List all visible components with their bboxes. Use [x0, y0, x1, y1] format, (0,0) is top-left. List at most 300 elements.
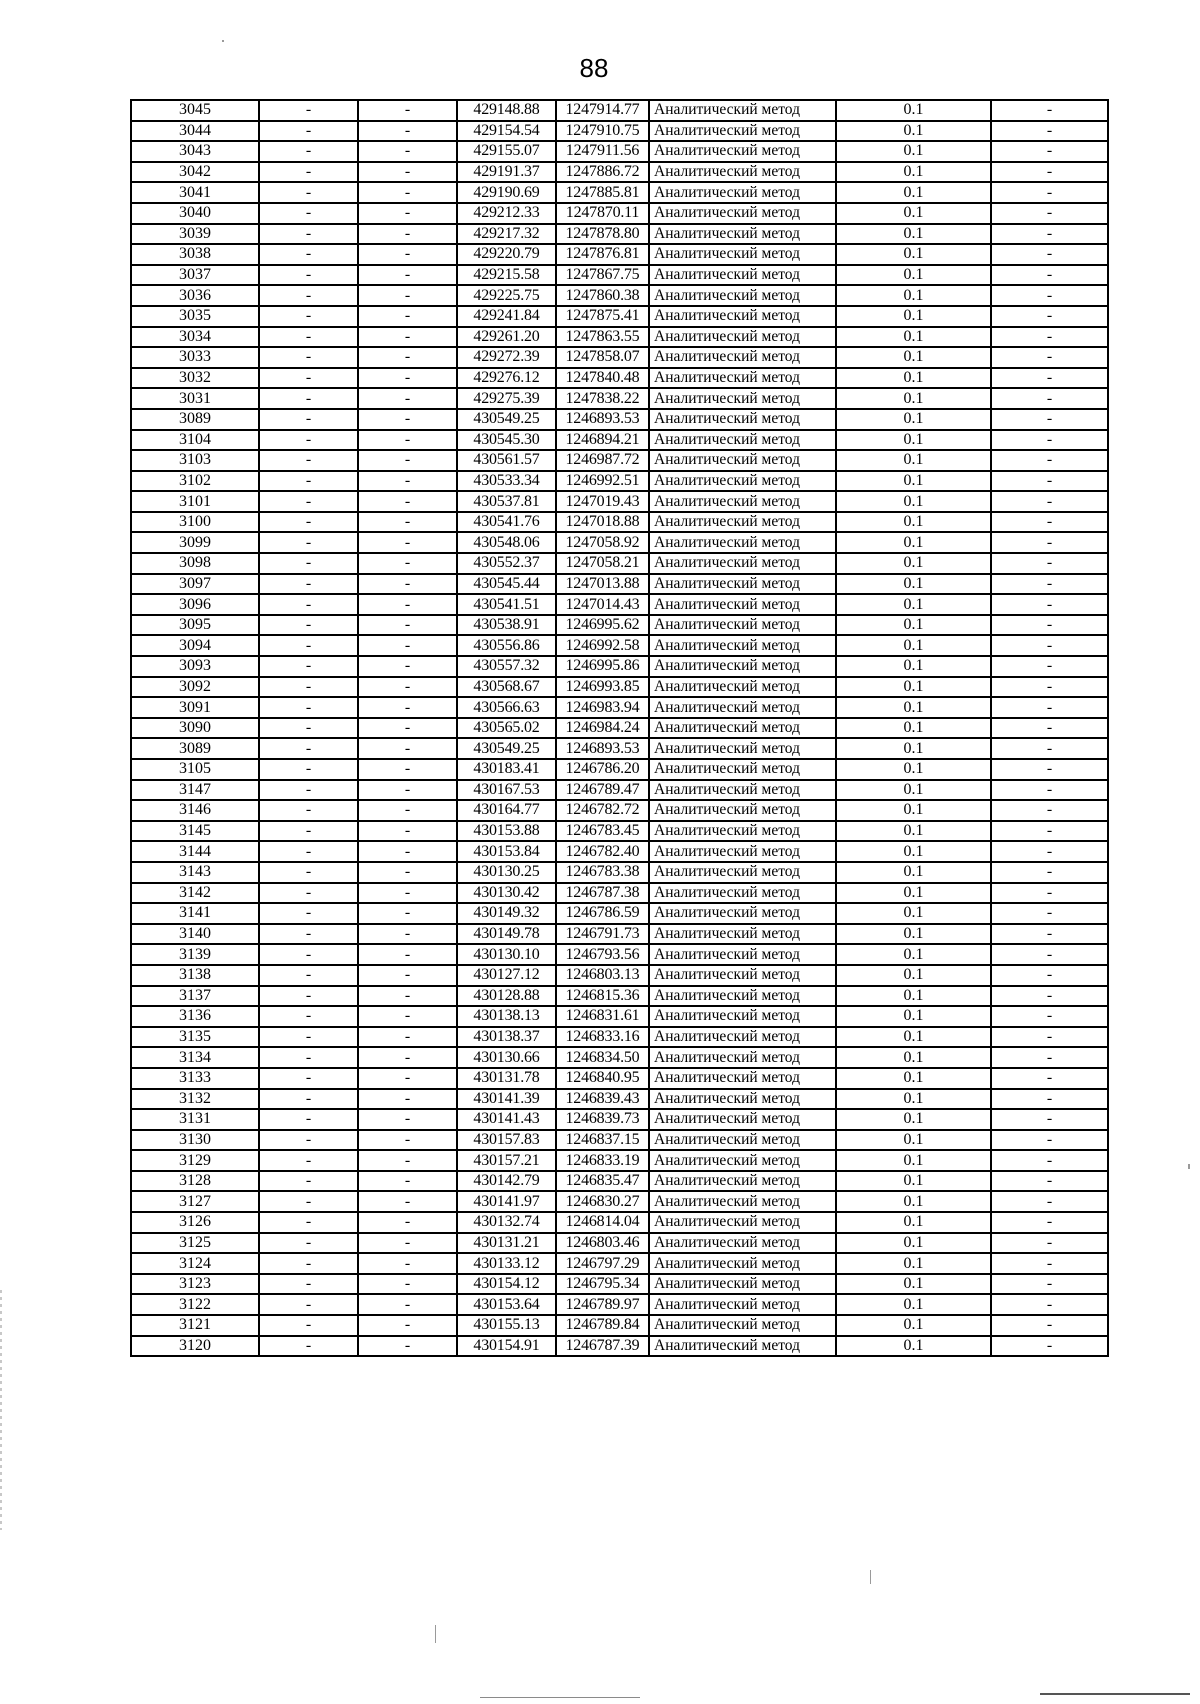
cell-method: Аналитический метод: [649, 924, 836, 945]
cell-empty-dash: -: [991, 430, 1108, 451]
cell-method: Аналитический метод: [649, 800, 836, 821]
table-row: [131, 635, 1108, 656]
cell-accuracy: 0.1: [836, 162, 991, 183]
cell-empty-dash: -: [358, 1027, 457, 1048]
cell-empty-dash: -: [358, 100, 457, 121]
cell-method: Аналитический метод: [649, 841, 836, 862]
cell-empty-dash: -: [259, 224, 358, 245]
cell-empty-dash: -: [991, 738, 1108, 759]
cell-empty-dash: -: [991, 1006, 1108, 1027]
table-row: [131, 265, 1108, 286]
cell-empty-dash: -: [991, 471, 1108, 492]
cell-accuracy: 0.1: [836, 1212, 991, 1233]
cell-accuracy: 0.1: [836, 1336, 991, 1357]
page-number: 88: [579, 53, 609, 83]
cell-empty-dash: -: [358, 388, 457, 409]
cell-x-coordinate: 430142.79: [457, 1171, 556, 1192]
cell-method: Аналитический метод: [649, 121, 836, 142]
cell-empty-dash: -: [991, 100, 1108, 121]
cell-accuracy: 0.1: [836, 862, 991, 883]
cell-empty-dash: -: [991, 1212, 1108, 1233]
cell-empty-dash: -: [358, 1191, 457, 1212]
cell-y-coordinate: 1246893.53: [556, 409, 649, 430]
cell-y-coordinate: 1247914.77: [556, 100, 649, 121]
cell-accuracy: 0.1: [836, 121, 991, 142]
cell-accuracy: 0.1: [836, 986, 991, 1007]
cell-empty-dash: -: [991, 718, 1108, 739]
cell-method: Аналитический метод: [649, 532, 836, 553]
table-row: [131, 244, 1108, 265]
cell-point-number: 3131: [131, 1109, 259, 1130]
cell-accuracy: 0.1: [836, 1191, 991, 1212]
cell-x-coordinate: 429215.58: [457, 265, 556, 286]
cell-empty-dash: -: [358, 1130, 457, 1151]
cell-x-coordinate: 429241.84: [457, 306, 556, 327]
cell-x-coordinate: 430183.41: [457, 759, 556, 780]
cell-y-coordinate: 1246787.39: [556, 1336, 649, 1357]
cell-point-number: 3142: [131, 883, 259, 904]
cell-empty-dash: -: [259, 1253, 358, 1274]
cell-empty-dash: -: [358, 615, 457, 636]
cell-empty-dash: -: [259, 883, 358, 904]
cell-y-coordinate: 1247878.80: [556, 224, 649, 245]
cell-point-number: 3144: [131, 841, 259, 862]
cell-empty-dash: -: [358, 1047, 457, 1068]
cell-method: Аналитический метод: [649, 965, 836, 986]
cell-point-number: 3105: [131, 759, 259, 780]
cell-accuracy: 0.1: [836, 182, 991, 203]
cell-method: Аналитический метод: [649, 1068, 836, 1089]
cell-method: Аналитический метод: [649, 1294, 836, 1315]
cell-empty-dash: -: [991, 388, 1108, 409]
cell-y-coordinate: 1246984.24: [556, 718, 649, 739]
cell-point-number: 3100: [131, 512, 259, 533]
cell-accuracy: 0.1: [836, 903, 991, 924]
table-row: [131, 656, 1108, 677]
cell-point-number: 3135: [131, 1027, 259, 1048]
cell-point-number: 3123: [131, 1274, 259, 1295]
cell-x-coordinate: 430131.78: [457, 1068, 556, 1089]
cell-point-number: 3101: [131, 491, 259, 512]
cell-point-number: 3045: [131, 100, 259, 121]
table-row: [131, 574, 1108, 595]
cell-accuracy: 0.1: [836, 965, 991, 986]
cell-method: Аналитический метод: [649, 450, 836, 471]
table-row: [131, 944, 1108, 965]
cell-empty-dash: -: [259, 244, 358, 265]
cell-x-coordinate: 430141.39: [457, 1089, 556, 1110]
bottom-scan-line: [480, 1697, 640, 1698]
cell-point-number: 3128: [131, 1171, 259, 1192]
cell-empty-dash: -: [991, 553, 1108, 574]
cell-y-coordinate: 1247838.22: [556, 388, 649, 409]
cell-empty-dash: -: [259, 1089, 358, 1110]
cell-empty-dash: -: [259, 656, 358, 677]
table-row: [131, 1315, 1108, 1336]
cell-point-number: 3125: [131, 1233, 259, 1254]
cell-method: Аналитический метод: [649, 285, 836, 306]
cell-x-coordinate: 429148.88: [457, 100, 556, 121]
coordinates-table: [130, 99, 1109, 1357]
cell-empty-dash: -: [358, 491, 457, 512]
cell-y-coordinate: 1246833.16: [556, 1027, 649, 1048]
cell-method: Аналитический метод: [649, 224, 836, 245]
cell-empty-dash: -: [259, 347, 358, 368]
table-row: [131, 1294, 1108, 1315]
cell-point-number: 3036: [131, 285, 259, 306]
cell-empty-dash: -: [259, 182, 358, 203]
table-row: [131, 1109, 1108, 1130]
cell-accuracy: 0.1: [836, 553, 991, 574]
cell-method: Аналитический метод: [649, 759, 836, 780]
table-row: [131, 677, 1108, 698]
table-row: [131, 1150, 1108, 1171]
cell-method: Аналитический метод: [649, 409, 836, 430]
cell-x-coordinate: 430557.32: [457, 656, 556, 677]
cell-y-coordinate: 1247058.21: [556, 553, 649, 574]
table-row: [131, 615, 1108, 636]
cell-empty-dash: -: [991, 924, 1108, 945]
cell-method: Аналитический метод: [649, 1191, 836, 1212]
cell-point-number: 3121: [131, 1315, 259, 1336]
cell-x-coordinate: 429191.37: [457, 162, 556, 183]
cell-y-coordinate: 1246983.94: [556, 697, 649, 718]
table-row: [131, 1233, 1108, 1254]
cell-empty-dash: -: [358, 986, 457, 1007]
table-row: [131, 1047, 1108, 1068]
cell-y-coordinate: 1246995.62: [556, 615, 649, 636]
table-row: [131, 285, 1108, 306]
cell-y-coordinate: 1247013.88: [556, 574, 649, 595]
cell-point-number: 3120: [131, 1336, 259, 1357]
cell-empty-dash: -: [259, 1068, 358, 1089]
cell-empty-dash: -: [259, 1336, 358, 1357]
cell-accuracy: 0.1: [836, 532, 991, 553]
table-row: [131, 800, 1108, 821]
cell-x-coordinate: 430141.43: [457, 1109, 556, 1130]
cell-x-coordinate: 430132.74: [457, 1212, 556, 1233]
cell-x-coordinate: 430167.53: [457, 780, 556, 801]
cell-empty-dash: -: [358, 697, 457, 718]
cell-empty-dash: -: [991, 635, 1108, 656]
cell-method: Аналитический метод: [649, 182, 836, 203]
cell-empty-dash: -: [358, 1109, 457, 1130]
table-row: [131, 594, 1108, 615]
cell-x-coordinate: 429272.39: [457, 347, 556, 368]
cell-y-coordinate: 1246782.72: [556, 800, 649, 821]
cell-y-coordinate: 1246834.50: [556, 1047, 649, 1068]
cell-empty-dash: -: [358, 677, 457, 698]
cell-point-number: 3134: [131, 1047, 259, 1068]
cell-method: Аналитический метод: [649, 1027, 836, 1048]
cell-empty-dash: -: [358, 306, 457, 327]
cell-y-coordinate: 1246789.84: [556, 1315, 649, 1336]
cell-accuracy: 0.1: [836, 1171, 991, 1192]
cell-empty-dash: -: [259, 1233, 358, 1254]
cell-empty-dash: -: [259, 738, 358, 759]
cell-empty-dash: -: [991, 1294, 1108, 1315]
table-row: [131, 862, 1108, 883]
cell-method: Аналитический метод: [649, 100, 836, 121]
table-row: [131, 780, 1108, 801]
cell-empty-dash: -: [991, 265, 1108, 286]
cell-empty-dash: -: [259, 986, 358, 1007]
cell-empty-dash: -: [358, 738, 457, 759]
table-row: [131, 1171, 1108, 1192]
scan-speck: [870, 1570, 871, 1584]
cell-empty-dash: -: [358, 121, 457, 142]
cell-empty-dash: -: [358, 1253, 457, 1274]
cell-point-number: 3132: [131, 1089, 259, 1110]
cell-y-coordinate: 1247875.41: [556, 306, 649, 327]
cell-empty-dash: -: [358, 162, 457, 183]
cell-empty-dash: -: [358, 965, 457, 986]
cell-empty-dash: -: [358, 1171, 457, 1192]
cell-method: Аналитический метод: [649, 244, 836, 265]
cell-empty-dash: -: [358, 780, 457, 801]
cell-accuracy: 0.1: [836, 718, 991, 739]
cell-empty-dash: -: [991, 306, 1108, 327]
cell-empty-dash: -: [358, 430, 457, 451]
cell-empty-dash: -: [991, 409, 1108, 430]
cell-empty-dash: -: [259, 697, 358, 718]
cell-y-coordinate: 1246786.59: [556, 903, 649, 924]
cell-point-number: 3129: [131, 1150, 259, 1171]
cell-empty-dash: -: [259, 965, 358, 986]
cell-accuracy: 0.1: [836, 203, 991, 224]
table-row: [131, 491, 1108, 512]
table-row: [131, 1027, 1108, 1048]
cell-empty-dash: -: [991, 244, 1108, 265]
cell-empty-dash: -: [358, 574, 457, 595]
cell-method: Аналитический метод: [649, 1130, 836, 1151]
cell-point-number: 3145: [131, 821, 259, 842]
cell-point-number: 3037: [131, 265, 259, 286]
cell-method: Аналитический метод: [649, 1047, 836, 1068]
cell-point-number: 3136: [131, 1006, 259, 1027]
cell-y-coordinate: 1246783.38: [556, 862, 649, 883]
cell-x-coordinate: 429275.39: [457, 388, 556, 409]
cell-method: Аналитический метод: [649, 368, 836, 389]
cell-empty-dash: -: [259, 615, 358, 636]
table-row: [131, 121, 1108, 142]
cell-accuracy: 0.1: [836, 1027, 991, 1048]
table-row: [131, 1336, 1108, 1357]
cell-empty-dash: -: [358, 1294, 457, 1315]
cell-empty-dash: -: [358, 532, 457, 553]
table-row: [131, 450, 1108, 471]
cell-empty-dash: -: [991, 1253, 1108, 1274]
cell-y-coordinate: 1247910.75: [556, 121, 649, 142]
cell-y-coordinate: 1246793.56: [556, 944, 649, 965]
cell-empty-dash: -: [991, 285, 1108, 306]
cell-y-coordinate: 1246839.43: [556, 1089, 649, 1110]
cell-empty-dash: -: [991, 697, 1108, 718]
cell-accuracy: 0.1: [836, 224, 991, 245]
table-row: [131, 697, 1108, 718]
cell-point-number: 3041: [131, 182, 259, 203]
cell-empty-dash: -: [259, 759, 358, 780]
cell-y-coordinate: 1246789.97: [556, 1294, 649, 1315]
cell-x-coordinate: 429261.20: [457, 327, 556, 348]
table-row: [131, 1006, 1108, 1027]
table-row: [131, 1274, 1108, 1295]
cell-point-number: 3039: [131, 224, 259, 245]
cell-empty-dash: -: [991, 944, 1108, 965]
cell-empty-dash: -: [991, 1171, 1108, 1192]
table-row: [131, 821, 1108, 842]
cell-empty-dash: -: [259, 285, 358, 306]
cell-empty-dash: -: [991, 1047, 1108, 1068]
cell-empty-dash: -: [259, 635, 358, 656]
cell-method: Аналитический метод: [649, 903, 836, 924]
table-row: [131, 203, 1108, 224]
cell-method: Аналитический метод: [649, 1233, 836, 1254]
cell-y-coordinate: 1246783.45: [556, 821, 649, 842]
cell-y-coordinate: 1246837.15: [556, 1130, 649, 1151]
cell-method: Аналитический метод: [649, 1171, 836, 1192]
cell-y-coordinate: 1247018.88: [556, 512, 649, 533]
cell-y-coordinate: 1246803.46: [556, 1233, 649, 1254]
cell-accuracy: 0.1: [836, 409, 991, 430]
cell-accuracy: 0.1: [836, 450, 991, 471]
cell-accuracy: 0.1: [836, 1233, 991, 1254]
cell-y-coordinate: 1246814.04: [556, 1212, 649, 1233]
cell-empty-dash: -: [358, 347, 457, 368]
table-row: [131, 1068, 1108, 1089]
cell-x-coordinate: 430130.25: [457, 862, 556, 883]
table-row: [131, 471, 1108, 492]
cell-empty-dash: -: [259, 594, 358, 615]
cell-x-coordinate: 429154.54: [457, 121, 556, 142]
cell-y-coordinate: 1246833.19: [556, 1150, 649, 1171]
cell-x-coordinate: 430545.30: [457, 430, 556, 451]
cell-empty-dash: -: [259, 121, 358, 142]
cell-empty-dash: -: [259, 780, 358, 801]
cell-method: Аналитический метод: [649, 265, 836, 286]
cell-empty-dash: -: [259, 327, 358, 348]
cell-x-coordinate: 430153.64: [457, 1294, 556, 1315]
cell-empty-dash: -: [991, 656, 1108, 677]
cell-empty-dash: -: [259, 1294, 358, 1315]
cell-y-coordinate: 1246893.53: [556, 738, 649, 759]
cell-point-number: 3092: [131, 677, 259, 698]
cell-empty-dash: -: [358, 471, 457, 492]
cell-empty-dash: -: [358, 244, 457, 265]
cell-method: Аналитический метод: [649, 1006, 836, 1027]
cell-point-number: 3089: [131, 409, 259, 430]
table-row: [131, 986, 1108, 1007]
cell-point-number: 3095: [131, 615, 259, 636]
cell-empty-dash: -: [358, 285, 457, 306]
cell-x-coordinate: 430131.21: [457, 1233, 556, 1254]
cell-x-coordinate: 430548.06: [457, 532, 556, 553]
cell-method: Аналитический метод: [649, 203, 836, 224]
cell-x-coordinate: 429155.07: [457, 141, 556, 162]
scan-edge-mark: [0, 1290, 2, 1530]
cell-empty-dash: -: [358, 635, 457, 656]
cell-accuracy: 0.1: [836, 491, 991, 512]
cell-x-coordinate: 430164.77: [457, 800, 556, 821]
cell-y-coordinate: 1246995.86: [556, 656, 649, 677]
cell-y-coordinate: 1247886.72: [556, 162, 649, 183]
cell-method: Аналитический метод: [649, 1089, 836, 1110]
cell-y-coordinate: 1247867.75: [556, 265, 649, 286]
table-row: [131, 224, 1108, 245]
cell-accuracy: 0.1: [836, 1047, 991, 1068]
cell-method: Аналитический метод: [649, 821, 836, 842]
cell-empty-dash: -: [259, 1130, 358, 1151]
cell-accuracy: 0.1: [836, 656, 991, 677]
cell-method: Аналитический метод: [649, 141, 836, 162]
cell-accuracy: 0.1: [836, 430, 991, 451]
cell-empty-dash: -: [991, 986, 1108, 1007]
cell-empty-dash: -: [991, 615, 1108, 636]
cell-empty-dash: -: [991, 574, 1108, 595]
cell-empty-dash: -: [991, 965, 1108, 986]
cell-empty-dash: -: [259, 532, 358, 553]
cell-point-number: 3097: [131, 574, 259, 595]
cell-y-coordinate: 1247014.43: [556, 594, 649, 615]
cell-empty-dash: -: [991, 1233, 1108, 1254]
cell-y-coordinate: 1246993.85: [556, 677, 649, 698]
cell-point-number: 3122: [131, 1294, 259, 1315]
table-row: [131, 388, 1108, 409]
cell-empty-dash: -: [358, 265, 457, 286]
cell-empty-dash: -: [259, 574, 358, 595]
cell-x-coordinate: 430556.86: [457, 635, 556, 656]
cell-empty-dash: -: [991, 821, 1108, 842]
cell-method: Аналитический метод: [649, 1150, 836, 1171]
cell-empty-dash: -: [358, 450, 457, 471]
cell-y-coordinate: 1247858.07: [556, 347, 649, 368]
table-row: [131, 1212, 1108, 1233]
cell-empty-dash: -: [991, 841, 1108, 862]
cell-x-coordinate: 430138.13: [457, 1006, 556, 1027]
cell-empty-dash: -: [358, 883, 457, 904]
cell-empty-dash: -: [358, 1150, 457, 1171]
cell-empty-dash: -: [358, 1336, 457, 1357]
cell-empty-dash: -: [991, 162, 1108, 183]
cell-empty-dash: -: [259, 553, 358, 574]
cell-y-coordinate: 1247860.38: [556, 285, 649, 306]
cell-empty-dash: -: [259, 100, 358, 121]
cell-empty-dash: -: [259, 1274, 358, 1295]
table-row: [131, 347, 1108, 368]
table-row: [131, 903, 1108, 924]
cell-y-coordinate: 1246815.36: [556, 986, 649, 1007]
cell-empty-dash: -: [991, 450, 1108, 471]
cell-point-number: 3104: [131, 430, 259, 451]
cell-accuracy: 0.1: [836, 677, 991, 698]
cell-accuracy: 0.1: [836, 635, 991, 656]
cell-empty-dash: -: [259, 409, 358, 430]
cell-method: Аналитический метод: [649, 718, 836, 739]
cell-empty-dash: -: [358, 841, 457, 862]
cell-empty-dash: -: [991, 491, 1108, 512]
cell-empty-dash: -: [991, 780, 1108, 801]
cell-y-coordinate: 1246831.61: [556, 1006, 649, 1027]
cell-empty-dash: -: [991, 327, 1108, 348]
cell-accuracy: 0.1: [836, 368, 991, 389]
cell-empty-dash: -: [358, 903, 457, 924]
cell-x-coordinate: 429225.75: [457, 285, 556, 306]
cell-empty-dash: -: [991, 1130, 1108, 1151]
cell-y-coordinate: 1246803.13: [556, 965, 649, 986]
cell-accuracy: 0.1: [836, 738, 991, 759]
table-row: [131, 430, 1108, 451]
cell-empty-dash: -: [259, 141, 358, 162]
